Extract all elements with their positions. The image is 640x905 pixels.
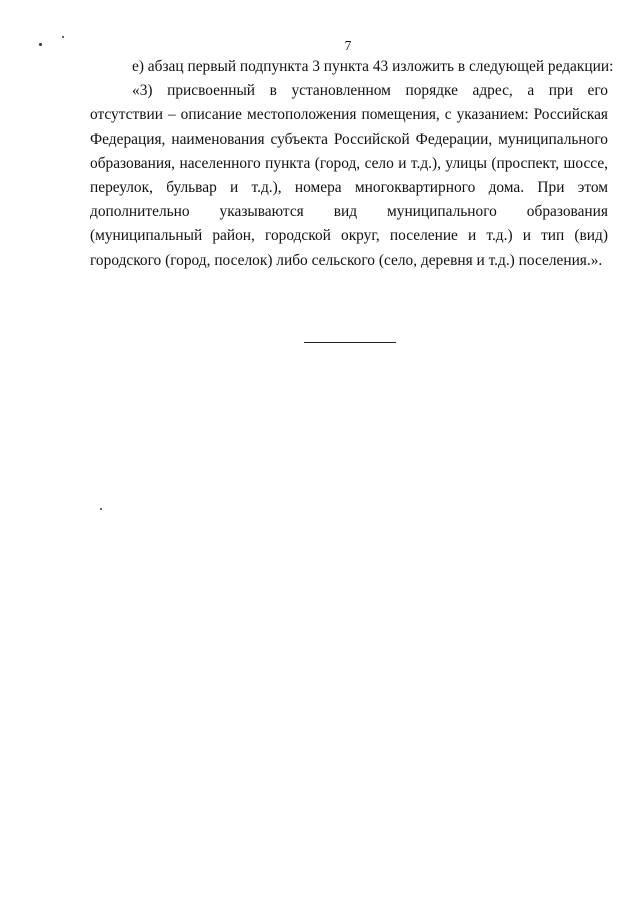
paragraph-line: дополнительно указываются вид муниципального образования	[90, 203, 608, 221]
paragraph-line: (муниципальный район, городской округ, поселение и т.д.) и тип (вид)	[90, 227, 608, 245]
amendment-text	[90, 55, 614, 273]
paragraph-line: городского (город, поселок) либо сельского (село, деревня и т.д.) поселения.».	[90, 251, 603, 269]
paragraph-line: переулок, бульвар и т.д.), номера многоквартирного дома. При этом	[90, 178, 608, 196]
paragraph-line: «3) присвоенный в установленном порядке адрес, а при его	[132, 82, 608, 100]
page-number: 7	[344, 38, 352, 53]
scan-speck	[100, 508, 102, 510]
paragraph-line: е) абзац первый подпункта 3 пункта 43 изложить в следующей редакции:	[132, 58, 614, 75]
end-separator-line	[304, 342, 396, 343]
paragraph-line: отсутствии – описание местоположения помещения, с указанием: Российская	[90, 106, 608, 124]
paragraph-line: Федерация, наименования субъекта Российской Федерации, муниципального	[90, 130, 608, 148]
paragraph-line: образования, населенного пункта (город, село и т.д.), улицы (проспект, шоссе,	[90, 154, 608, 172]
